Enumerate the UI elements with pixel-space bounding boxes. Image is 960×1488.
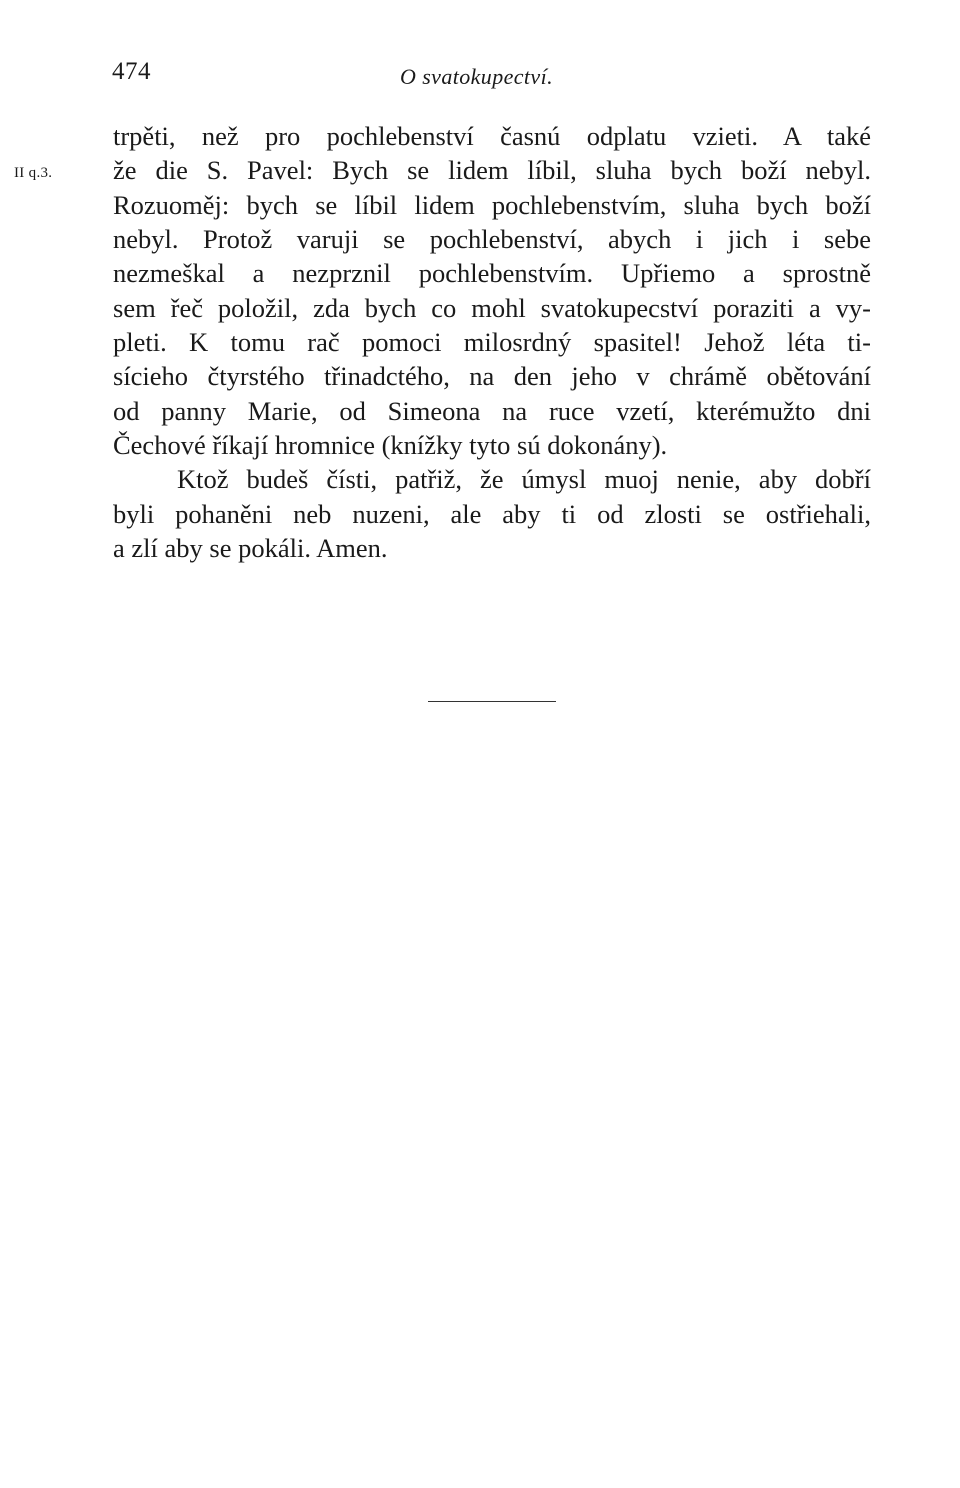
margin-note: II q.3. — [14, 165, 53, 181]
text-line: Ktož budeš čísti, patřiž, že úmysl muoj nenie, aby dobří — [177, 464, 871, 495]
text-line: Rozuoměj: bych se líbil lidem pochlebenstvím, sluha bych boží — [113, 189, 871, 220]
text-line: byli pohaněni neb nuzeni, ale aby ti od zlosti se ostřiehali, — [113, 498, 871, 529]
text-line: sem řeč položil, zda bych co mohl svatokupecství poraziti a vy- — [113, 292, 871, 323]
text-line: nezmeškal a nezprznil pochlebenstvím. Upřiemo a sprostně — [113, 258, 871, 289]
text-line: a zlí aby se pokáli. Amen. — [113, 533, 388, 564]
text-line: sícieho čtyrstého třinadctého, na den jeho v chrámě obětování — [113, 361, 871, 392]
section-divider — [428, 701, 556, 702]
text-line: Čechové říkají hromnice (knížky tyto sú dokonány). — [113, 430, 668, 461]
page-number: 474 — [112, 58, 151, 85]
text-line: že die S. Pavel: Bych se lidem líbil, sluha bych boží nebyl. — [113, 155, 871, 186]
text-line: od panny Marie, od Simeona na ruce vzetí, kterémužto dni — [113, 395, 871, 426]
text-line: nebyl. Protož varuji se pochlebenství, abych i jich i sebe — [113, 224, 871, 255]
main-text — [113, 119, 871, 565]
text-line: pleti. K tomu rač pomoci milosrdný spasitel! Jehož léta ti- — [113, 327, 871, 358]
text-line: trpěti, než pro pochlebenství časnú odplatu vzieti. A také — [113, 121, 871, 151]
running-title: O svatokupectví. — [400, 64, 554, 89]
